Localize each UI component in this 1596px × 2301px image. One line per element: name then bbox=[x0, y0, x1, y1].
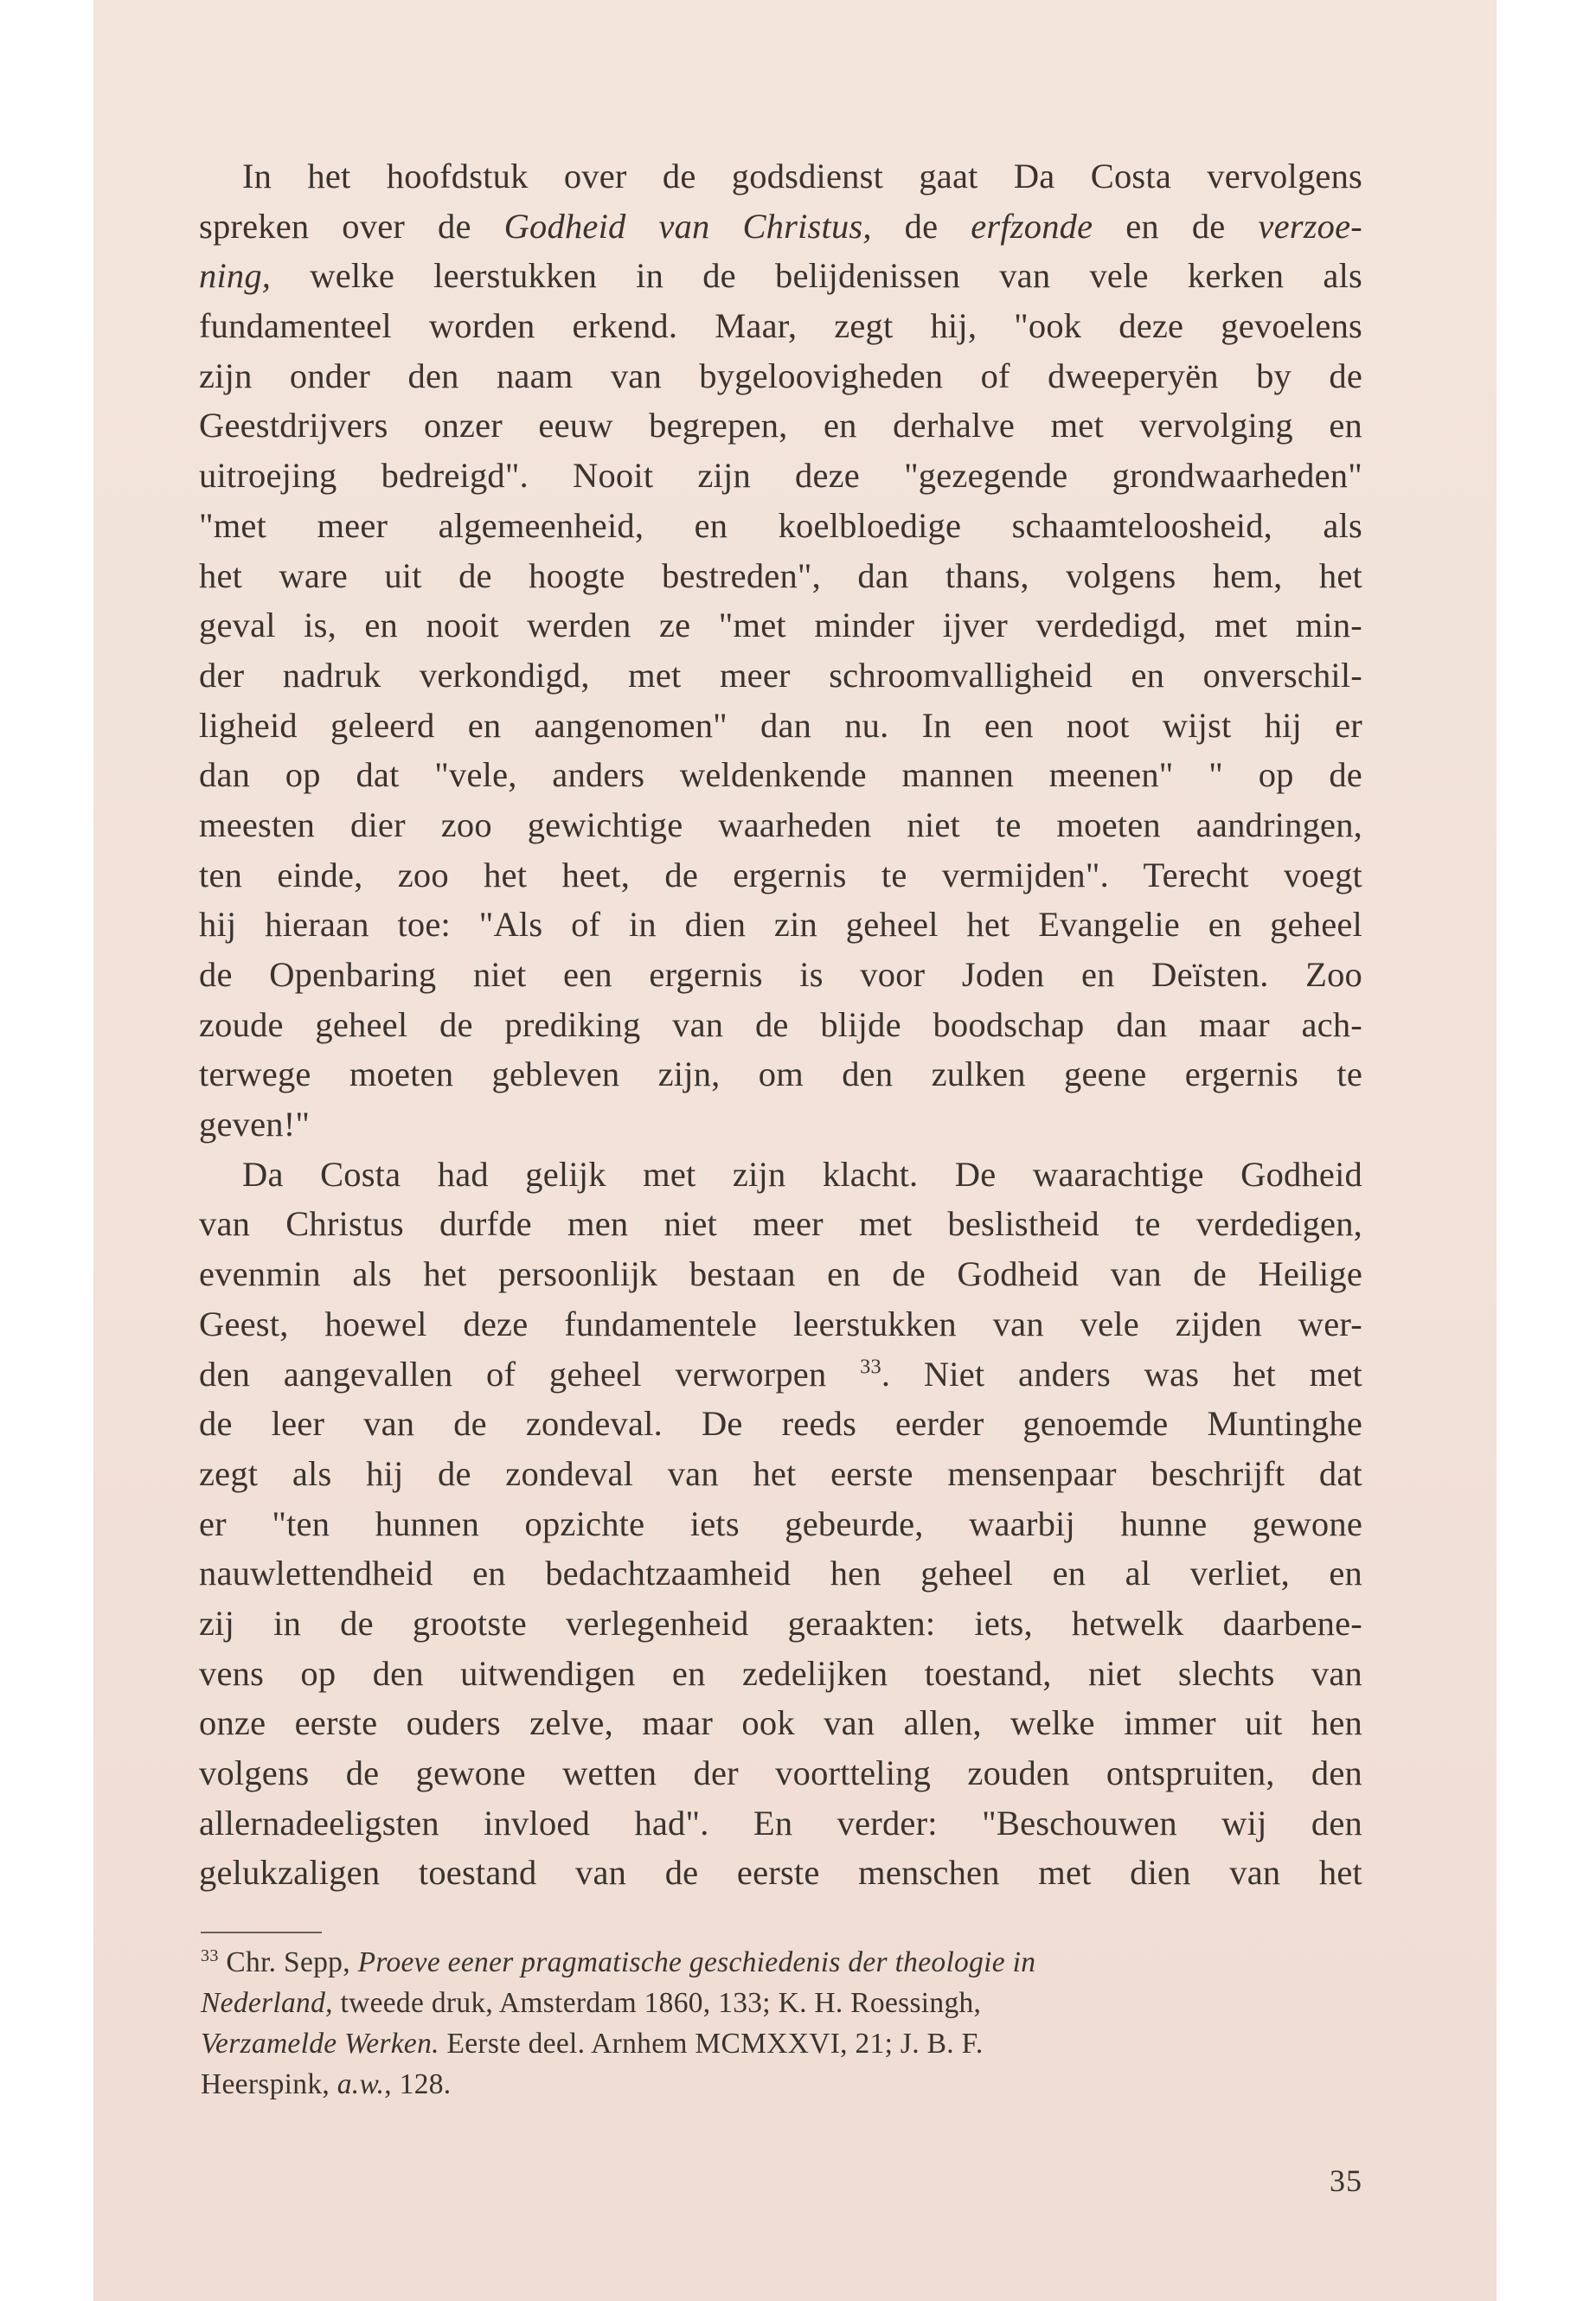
text-line: onze eerste ouders zelve, maar ook van allen, welke immer uit hen bbox=[199, 1703, 1362, 1743]
text-line: spreken over de Godheid van Christus, de erfzonde en de verzoe- bbox=[199, 206, 1362, 246]
text-line: terwege moeten gebleven zijn, om den zulken geene ergernis te bbox=[199, 1054, 1362, 1094]
footnote-line: Nederland, tweede druk, Amsterdam 1860, 133; K. H. Roessingh, bbox=[201, 1987, 982, 2019]
text-line: meesten dier zoo gewichtige waarheden niet te moeten aandringen, bbox=[199, 804, 1362, 844]
text-line: den aangevallen of geheel verworpen $^{33}$. Niet anders was het met bbox=[199, 1354, 1363, 1394]
text-line: het ware uit de hoogte bestreden", dan thans, volgens hem, het bbox=[199, 555, 1362, 595]
footnote-line: Heerspink, a.w., 128. bbox=[201, 2068, 452, 2100]
text-line: Geest, hoewel deze fundamentele leerstukken van vele zijden wer- bbox=[199, 1304, 1362, 1343]
footnote-33 bbox=[201, 1942, 1343, 2105]
paragraph-1 bbox=[199, 151, 1362, 1150]
paragraph-2 bbox=[199, 1150, 1362, 1898]
text-line: van Christus durfde men niet meer met beslistheid te verdedigen, bbox=[199, 1204, 1362, 1244]
page-number: 35 bbox=[1330, 2163, 1362, 2198]
text-line: geval is, en nooit werden ze "met minder ijver verdedigd, met min- bbox=[199, 606, 1362, 645]
text-line: "met meer algemeenheid, en koelbloedige schaamteloosheid, als bbox=[199, 505, 1362, 545]
text-line: fundamenteel worden erkend. Maar, zegt hij, "ook deze gevoelens bbox=[199, 306, 1362, 346]
text-line: de Openbaring niet een ergernis is voor Joden en Deïsten. Zoo bbox=[199, 955, 1362, 994]
text-line: de leer van de zondeval. De reeds eerder genoemde Muntinghe bbox=[199, 1404, 1362, 1444]
text-line: Geestdrijvers onzer eeuw begrepen, en derhalve met vervolging en bbox=[199, 406, 1362, 445]
text-line: gelukzaligen toestand van de eerste menschen met dien van het bbox=[199, 1853, 1362, 1893]
text-line: ning, welke leerstukken in de belijdenissen van vele kerken als bbox=[199, 256, 1362, 296]
text-line: zij in de grootste verlegenheid geraakten: iets, hetwelk daarbene- bbox=[199, 1603, 1362, 1643]
text-line: er "ten hunnen opzichte iets gebeurde, waarbij hunne gewone bbox=[199, 1503, 1362, 1543]
footnote-line: Verzamelde Werken. Eerste deel. Arnhem MCMXXVI, 21; J. B. F. bbox=[201, 2028, 984, 2060]
footnote-line: $^{33}$ Chr. Sepp, Proeve eener pragmatische geschiedenis der theologie in bbox=[201, 1945, 1036, 1978]
text-line: nauwlettendheid en bedachtzaamheid hen geheel en al verliet, en bbox=[199, 1554, 1362, 1593]
footnote-divider bbox=[201, 1932, 322, 1933]
text-line: uitroejing bedreigd". Nooit zijn deze "gezegende grondwaarheden" bbox=[199, 456, 1362, 496]
text-line: der nadruk verkondigd, met meer schroomvalligheid en onverschil- bbox=[199, 655, 1362, 695]
text-line: Da Costa had gelijk met zijn klacht. De waarachtige Godheid bbox=[242, 1154, 1362, 1194]
text-line: hij hieraan toe: "Als of in dien zin geheel het Evangelie en geheel bbox=[199, 905, 1362, 945]
footnote-number: 33 bbox=[201, 1945, 219, 1965]
text-line: ten einde, zoo het heet, de ergernis te vermijden". Terecht voegt bbox=[199, 855, 1362, 894]
text-line: zegt als hij de zondeval van het eerste mensenpaar beschrijft dat bbox=[199, 1453, 1362, 1493]
text-line: dan op dat "vele, anders weldenkende mannen meenen" " op de bbox=[199, 755, 1362, 795]
text-line: evenmin als het persoonlijk bestaan en de Godheid van de Heilige bbox=[199, 1254, 1362, 1294]
text-line: geven!" bbox=[199, 1105, 311, 1144]
text-line: zijn onder den naam van bygeloovigheden of dweeperyën by de bbox=[199, 356, 1362, 395]
text-line: zoude geheel de prediking van de blijde boodschap dan maar ach- bbox=[199, 1004, 1362, 1044]
text-line: volgens de gewone wetten der voortteling zouden ontspruiten, den bbox=[199, 1753, 1362, 1792]
text-line: ligheid geleerd en aangenomen" dan nu. In een noot wijst hij er bbox=[199, 705, 1362, 745]
text-line: vens op den uitwendigen en zedelijken toestand, niet slechts van bbox=[199, 1653, 1362, 1693]
footnote-reference: 33 bbox=[860, 1354, 881, 1378]
main-text bbox=[199, 151, 1362, 1898]
text-line: allernadeeligsten invloed had". En verder: "Beschouwen wij den bbox=[199, 1803, 1362, 1843]
text-line: In het hoofdstuk over de godsdienst gaat Da Costa vervolgens bbox=[242, 157, 1362, 195]
